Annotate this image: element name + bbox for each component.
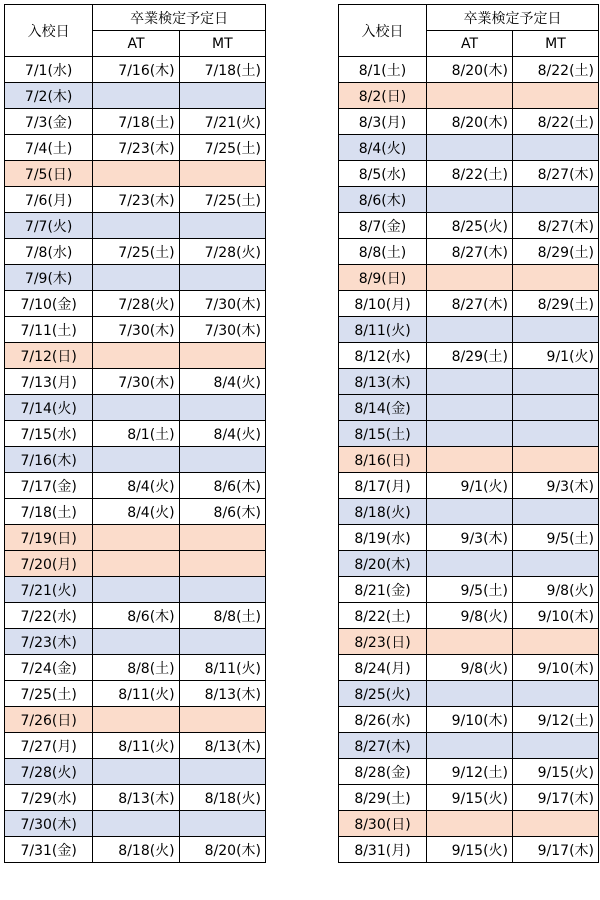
mt-date-cell: 8/6(木) (179, 499, 265, 525)
entry-date-header: 入校日 (339, 5, 427, 57)
mt-date-cell: 8/11(火) (179, 655, 265, 681)
entry-date-cell: 7/22(水) (5, 603, 93, 629)
entry-date-cell: 8/3(月) (339, 109, 427, 135)
mt-date-cell (513, 421, 599, 447)
at-date-cell: 9/3(木) (427, 525, 513, 551)
mt-date-cell (513, 83, 599, 109)
at-date-cell: 7/28(火) (93, 291, 179, 317)
table-row (5, 395, 266, 421)
table-row (339, 811, 599, 837)
at-date-cell: 9/12(土) (427, 759, 513, 785)
mt-date-cell: 8/13(木) (179, 681, 265, 707)
table-row (339, 707, 599, 733)
mt-date-cell: 8/29(土) (513, 291, 599, 317)
table-row (339, 317, 599, 343)
entry-date-cell: 7/7(火) (5, 213, 93, 239)
at-date-cell (427, 681, 513, 707)
at-date-cell (427, 447, 513, 473)
entry-date-cell: 7/18(土) (5, 499, 93, 525)
entry-date-cell: 7/2(木) (5, 83, 93, 109)
mt-date-cell: 9/3(木) (513, 473, 599, 499)
schedule-table-july (4, 4, 266, 863)
mt-date-cell (513, 265, 599, 291)
table-row (339, 239, 599, 265)
at-date-cell: 8/1(土) (93, 421, 179, 447)
mt-date-cell: 8/27(木) (513, 213, 599, 239)
entry-date-cell: 7/6(月) (5, 187, 93, 213)
mt-date-cell (179, 395, 265, 421)
mt-date-cell: 7/30(木) (179, 291, 265, 317)
mt-date-cell: 9/1(火) (513, 343, 599, 369)
entry-date-cell: 8/12(水) (339, 343, 427, 369)
entry-date-cell: 7/21(火) (5, 577, 93, 603)
at-date-cell (427, 83, 513, 109)
at-date-cell (427, 629, 513, 655)
graduation-test-header: 卒業検定予定日 (93, 5, 266, 31)
table-row (5, 629, 266, 655)
at-date-cell: 9/15(火) (427, 785, 513, 811)
entry-date-cell: 7/15(水) (5, 421, 93, 447)
at-date-cell (427, 265, 513, 291)
entry-date-cell: 7/24(金) (5, 655, 93, 681)
august-rows (339, 57, 599, 863)
entry-date-cell: 7/3(金) (5, 109, 93, 135)
mt-date-cell: 7/21(火) (179, 109, 265, 135)
mt-date-cell: 8/6(木) (179, 473, 265, 499)
mt-date-cell: 8/8(土) (179, 603, 265, 629)
at-date-cell (427, 421, 513, 447)
at-date-cell (427, 551, 513, 577)
table-row (339, 213, 599, 239)
table-row (5, 837, 266, 863)
mt-date-cell: 8/13(木) (179, 733, 265, 759)
table-row (5, 707, 266, 733)
mt-date-cell (179, 759, 265, 785)
entry-date-cell: 7/25(土) (5, 681, 93, 707)
mt-date-cell: 8/22(土) (513, 57, 599, 83)
table-row (339, 161, 599, 187)
table-row (5, 811, 266, 837)
at-date-cell: 8/11(火) (93, 733, 179, 759)
table-row (5, 213, 266, 239)
table-row (339, 681, 599, 707)
at-date-cell: 8/4(火) (93, 499, 179, 525)
entry-date-cell: 7/12(日) (5, 343, 93, 369)
at-date-cell (93, 525, 179, 551)
table-row (5, 161, 266, 187)
mt-date-cell (513, 733, 599, 759)
mt-date-cell (179, 343, 265, 369)
at-date-cell: 7/23(木) (93, 135, 179, 161)
entry-date-cell: 7/13(月) (5, 369, 93, 395)
entry-date-cell: 8/14(金) (339, 395, 427, 421)
at-date-cell: 8/11(火) (93, 681, 179, 707)
mt-date-cell (179, 213, 265, 239)
mt-date-cell (513, 187, 599, 213)
at-header: AT (427, 31, 513, 57)
at-date-cell (427, 499, 513, 525)
at-date-cell (93, 395, 179, 421)
table-row (339, 499, 599, 525)
at-date-cell: 9/15(火) (427, 837, 513, 863)
entry-date-cell: 8/27(木) (339, 733, 427, 759)
entry-date-cell: 8/8(土) (339, 239, 427, 265)
entry-date-cell: 8/16(日) (339, 447, 427, 473)
at-date-cell: 8/18(火) (93, 837, 179, 863)
mt-date-cell (513, 447, 599, 473)
table-row (5, 343, 266, 369)
at-date-cell (93, 447, 179, 473)
mt-date-cell (513, 135, 599, 161)
entry-date-cell: 8/1(土) (339, 57, 427, 83)
mt-date-cell (513, 369, 599, 395)
table-row (339, 57, 599, 83)
at-date-cell: 8/4(火) (93, 473, 179, 499)
table-row (339, 343, 599, 369)
table-row (339, 577, 599, 603)
table-row (5, 499, 266, 525)
at-date-cell: 8/6(木) (93, 603, 179, 629)
entry-date-cell: 7/1(水) (5, 57, 93, 83)
table-row (5, 187, 266, 213)
at-date-cell (93, 161, 179, 187)
entry-date-cell: 7/11(土) (5, 317, 93, 343)
mt-date-cell: 7/25(土) (179, 187, 265, 213)
at-date-cell (93, 811, 179, 837)
mt-date-cell: 7/28(火) (179, 239, 265, 265)
july-rows (5, 57, 266, 863)
mt-header: MT (179, 31, 265, 57)
table-row (339, 525, 599, 551)
table-row (339, 135, 599, 161)
mt-header: MT (513, 31, 599, 57)
at-date-cell: 9/8(火) (427, 655, 513, 681)
at-date-cell: 7/16(木) (93, 57, 179, 83)
mt-date-cell: 8/4(火) (179, 369, 265, 395)
entry-date-cell: 7/30(木) (5, 811, 93, 837)
at-header: AT (93, 31, 179, 57)
entry-date-cell: 8/10(月) (339, 291, 427, 317)
at-date-cell: 9/5(土) (427, 577, 513, 603)
at-date-cell (427, 395, 513, 421)
table-row (5, 317, 266, 343)
at-date-cell (93, 707, 179, 733)
mt-date-cell (513, 629, 599, 655)
mt-date-cell: 8/29(土) (513, 239, 599, 265)
entry-date-cell: 7/4(土) (5, 135, 93, 161)
entry-date-cell: 8/4(火) (339, 135, 427, 161)
mt-date-cell (179, 161, 265, 187)
at-date-cell (427, 369, 513, 395)
entry-date-cell: 7/16(木) (5, 447, 93, 473)
at-date-cell: 8/25(火) (427, 213, 513, 239)
table-row (339, 187, 599, 213)
schedule-table-august (338, 4, 599, 863)
entry-date-cell: 8/18(火) (339, 499, 427, 525)
mt-date-cell (179, 811, 265, 837)
table-row (339, 785, 599, 811)
entry-date-cell: 7/17(金) (5, 473, 93, 499)
table-row (5, 369, 266, 395)
table-row (5, 109, 266, 135)
at-date-cell: 7/18(土) (93, 109, 179, 135)
mt-date-cell: 8/20(木) (179, 837, 265, 863)
at-date-cell: 9/1(火) (427, 473, 513, 499)
mt-date-cell: 9/15(火) (513, 759, 599, 785)
at-date-cell: 8/8(土) (93, 655, 179, 681)
at-date-cell: 8/20(木) (427, 57, 513, 83)
table-row (339, 83, 599, 109)
entry-date-cell: 8/26(水) (339, 707, 427, 733)
entry-date-cell: 8/2(日) (339, 83, 427, 109)
table-row (5, 291, 266, 317)
at-date-cell (427, 187, 513, 213)
table-row (5, 525, 266, 551)
mt-date-cell (179, 629, 265, 655)
header-row-1 (339, 5, 599, 31)
entry-date-cell: 8/9(日) (339, 265, 427, 291)
table-row (5, 135, 266, 161)
mt-date-cell (513, 811, 599, 837)
table-row (5, 759, 266, 785)
at-date-cell: 9/8(火) (427, 603, 513, 629)
mt-date-cell: 8/27(木) (513, 161, 599, 187)
mt-date-cell: 8/22(土) (513, 109, 599, 135)
mt-date-cell (179, 525, 265, 551)
graduation-test-header: 卒業検定予定日 (427, 5, 599, 31)
mt-date-cell (513, 395, 599, 421)
entry-date-cell: 7/23(木) (5, 629, 93, 655)
table-row (339, 369, 599, 395)
table-row (5, 239, 266, 265)
mt-date-cell (179, 577, 265, 603)
entry-date-cell: 7/8(水) (5, 239, 93, 265)
table-row (5, 447, 266, 473)
at-date-cell (427, 733, 513, 759)
entry-date-header: 入校日 (5, 5, 93, 57)
mt-date-cell (179, 447, 265, 473)
at-date-cell (93, 629, 179, 655)
entry-date-cell: 7/20(月) (5, 551, 93, 577)
entry-date-cell: 8/5(水) (339, 161, 427, 187)
table-row (5, 265, 266, 291)
entry-date-cell: 7/19(日) (5, 525, 93, 551)
entry-date-cell: 8/28(金) (339, 759, 427, 785)
table-row (5, 655, 266, 681)
at-date-cell (93, 551, 179, 577)
mt-date-cell: 9/12(土) (513, 707, 599, 733)
mt-date-cell: 8/18(火) (179, 785, 265, 811)
table-row (5, 681, 266, 707)
at-date-cell: 8/13(木) (93, 785, 179, 811)
mt-date-cell (179, 83, 265, 109)
entry-date-cell: 7/29(水) (5, 785, 93, 811)
table-row (339, 551, 599, 577)
at-date-cell (93, 577, 179, 603)
table-row (339, 447, 599, 473)
entry-date-cell: 8/17(月) (339, 473, 427, 499)
at-date-cell (427, 135, 513, 161)
at-date-cell: 7/30(木) (93, 369, 179, 395)
header-row-1 (5, 5, 266, 31)
table-row (339, 473, 599, 499)
entry-date-cell: 7/10(金) (5, 291, 93, 317)
entry-date-cell: 8/13(木) (339, 369, 427, 395)
entry-date-cell: 8/31(月) (339, 837, 427, 863)
table-row (5, 551, 266, 577)
table-row (339, 629, 599, 655)
at-date-cell (93, 265, 179, 291)
table-row (339, 759, 599, 785)
table-row (5, 57, 266, 83)
at-date-cell: 7/23(木) (93, 187, 179, 213)
mt-date-cell: 9/10(木) (513, 655, 599, 681)
entry-date-cell: 8/21(金) (339, 577, 427, 603)
mt-date-cell (179, 707, 265, 733)
entry-date-cell: 8/29(土) (339, 785, 427, 811)
mt-date-cell (513, 681, 599, 707)
at-date-cell: 8/29(土) (427, 343, 513, 369)
mt-date-cell: 9/10(木) (513, 603, 599, 629)
mt-date-cell (179, 265, 265, 291)
entry-date-cell: 8/25(火) (339, 681, 427, 707)
table-row (5, 473, 266, 499)
table-row (339, 109, 599, 135)
at-date-cell (427, 811, 513, 837)
table-row (5, 421, 266, 447)
table-row (339, 603, 599, 629)
at-date-cell: 9/10(木) (427, 707, 513, 733)
table-row (339, 265, 599, 291)
entry-date-cell: 8/6(木) (339, 187, 427, 213)
table-row (339, 837, 599, 863)
mt-date-cell (513, 317, 599, 343)
mt-date-cell (513, 551, 599, 577)
table-row (5, 603, 266, 629)
table-row (5, 785, 266, 811)
mt-date-cell: 9/17(木) (513, 837, 599, 863)
mt-date-cell (179, 551, 265, 577)
at-date-cell: 7/25(土) (93, 239, 179, 265)
entry-date-cell: 8/30(日) (339, 811, 427, 837)
at-date-cell: 8/20(木) (427, 109, 513, 135)
entry-date-cell: 8/24(月) (339, 655, 427, 681)
entry-date-cell: 8/11(火) (339, 317, 427, 343)
entry-date-cell: 7/9(木) (5, 265, 93, 291)
entry-date-cell: 8/19(水) (339, 525, 427, 551)
at-date-cell (93, 343, 179, 369)
table-row (339, 291, 599, 317)
entry-date-cell: 8/22(土) (339, 603, 427, 629)
at-date-cell (93, 213, 179, 239)
entry-date-cell: 7/14(火) (5, 395, 93, 421)
mt-date-cell: 9/8(火) (513, 577, 599, 603)
entry-date-cell: 7/26(日) (5, 707, 93, 733)
entry-date-cell: 7/31(金) (5, 837, 93, 863)
mt-date-cell: 9/17(木) (513, 785, 599, 811)
entry-date-cell: 8/23(日) (339, 629, 427, 655)
mt-date-cell: 9/5(土) (513, 525, 599, 551)
at-date-cell: 8/27(木) (427, 291, 513, 317)
mt-date-cell: 7/25(土) (179, 135, 265, 161)
table-row (339, 733, 599, 759)
entry-date-cell: 8/15(土) (339, 421, 427, 447)
entry-date-cell: 8/20(木) (339, 551, 427, 577)
entry-date-cell: 7/27(月) (5, 733, 93, 759)
at-date-cell: 8/22(土) (427, 161, 513, 187)
mt-date-cell (513, 499, 599, 525)
table-row (339, 655, 599, 681)
mt-date-cell: 7/18(土) (179, 57, 265, 83)
table-row (339, 421, 599, 447)
table-row (5, 577, 266, 603)
at-date-cell (93, 759, 179, 785)
mt-date-cell: 8/4(火) (179, 421, 265, 447)
mt-date-cell: 7/30(木) (179, 317, 265, 343)
table-row (339, 395, 599, 421)
entry-date-cell: 8/7(金) (339, 213, 427, 239)
at-date-cell: 7/30(木) (93, 317, 179, 343)
table-row (5, 733, 266, 759)
entry-date-cell: 7/5(日) (5, 161, 93, 187)
entry-date-cell: 7/28(火) (5, 759, 93, 785)
at-date-cell (93, 83, 179, 109)
at-date-cell (427, 317, 513, 343)
at-date-cell: 8/27(木) (427, 239, 513, 265)
table-row (5, 83, 266, 109)
